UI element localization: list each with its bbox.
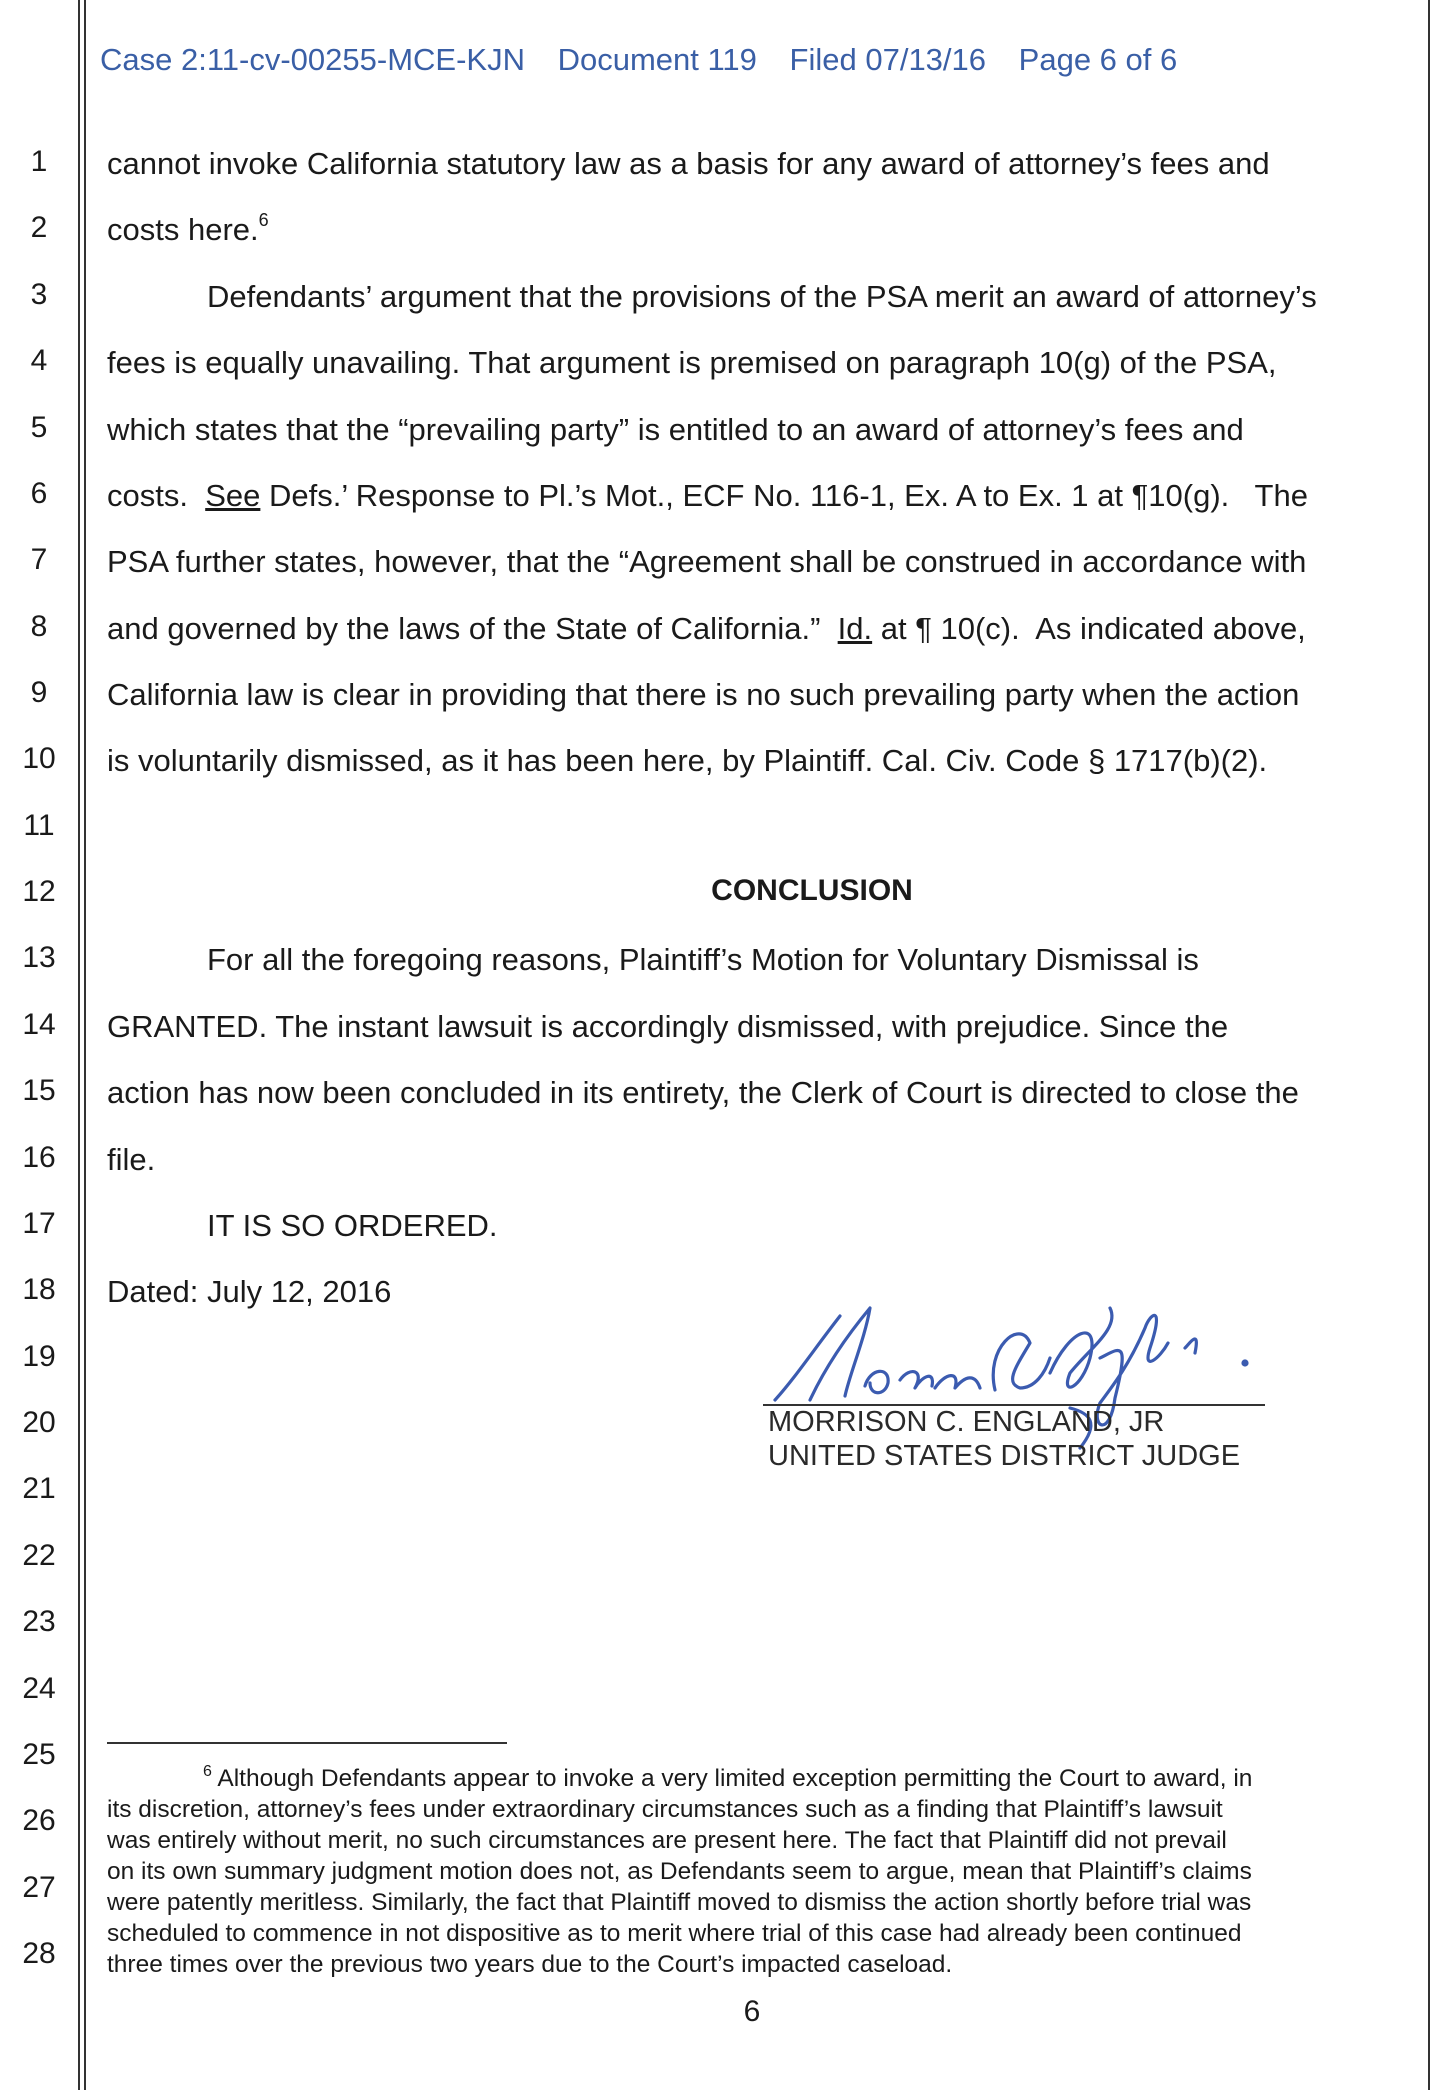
body-line-8-b: at ¶ 10(c). As indicated above, — [872, 611, 1306, 646]
line-number: 3 — [30, 278, 48, 311]
body-line-10: is voluntarily dismissed, as it has been here, by Plaintiff. Cal. Civ. Code § 1717(b)(2). — [107, 743, 1268, 778]
line-number: 4 — [30, 344, 48, 377]
body-line-16: file. — [107, 1142, 156, 1177]
body-line-15: action has now been concluded in its entirety, the Clerk of Court is directed to close the — [107, 1075, 1299, 1110]
footnote-line-4: on its own summary judgment motion does not, as Defendants seem to argue, mean that Plaintiff’s claims — [107, 1858, 1252, 1885]
line-number: 25 — [22, 1738, 56, 1771]
case-number: Case 2:11-cv-00255-MCE-KJN — [100, 42, 525, 77]
line-number: 18 — [22, 1273, 56, 1306]
footnote-line-3: was entirely without merit, no such circumstances are present here. The fact that Plaintiff did not prevail — [107, 1827, 1227, 1854]
line-number: 28 — [22, 1937, 56, 1970]
footnote-line-1-text: Although Defendants appear to invoke a very limited exception permitting the Court to award, in — [217, 1765, 1253, 1792]
line-number: 5 — [30, 411, 48, 444]
line-number: 10 — [22, 742, 56, 775]
body-line-14: GRANTED. The instant lawsuit is accordingly dismissed, with prejudice. Since the — [107, 1009, 1229, 1044]
body-line-4: fees is equally unavailing. That argument is premised on paragraph 10(g) of the PSA, — [107, 345, 1277, 380]
footnote-line-2: its discretion, attorney’s fees under extraordinary circumstances such as a finding that Plaintiff’s lawsuit — [107, 1796, 1223, 1823]
line-number: 21 — [22, 1472, 56, 1505]
line-number: 2 — [30, 211, 48, 244]
body-line-6-b: Defs.’ Response to Pl.’s Mot., ECF No. 116-1, Ex. A to Ex. 1 at ¶10(g). The — [260, 478, 1308, 513]
line-number: 15 — [22, 1074, 56, 1107]
footnote-line-6: scheduled to commence in not dispositive as to merit where trial of this case had already been continued — [107, 1920, 1242, 1947]
line-number: 23 — [22, 1605, 56, 1638]
line-number: 1 — [30, 145, 48, 178]
footnote-separator — [107, 1742, 507, 1744]
judge-title: UNITED STATES DISTRICT JUDGE — [768, 1440, 1241, 1472]
body-line-7: PSA further states, however, that the “Agreement shall be construed in accordance with — [107, 544, 1307, 579]
footnote-line-7: three times over the previous two years due to the Court’s impacted caseload. — [107, 1951, 953, 1978]
line-number: 7 — [30, 543, 48, 576]
line-number: 14 — [22, 1008, 56, 1041]
page-number: 6 — [743, 1995, 761, 2028]
line-number: 12 — [22, 875, 56, 908]
judge-name: MORRISON C. ENGLAND, JR — [768, 1406, 1165, 1438]
right-margin-rule — [1428, 0, 1430, 2090]
body-line-2-text: costs here. — [107, 212, 259, 247]
filed-date: Filed 07/13/16 — [789, 42, 987, 77]
line-number: 17 — [22, 1207, 56, 1240]
footnote-line-1 — [107, 1763, 1417, 1797]
line-number: 22 — [22, 1539, 56, 1572]
body-line-5: which states that the “prevailing party” is entitled to an award of attorney’s fees and — [107, 412, 1244, 447]
line-number: 26 — [22, 1804, 56, 1837]
body-line-1: cannot invoke California statutory law as a basis for any award of attorney’s fees and — [107, 146, 1270, 181]
left-margin-rule-inner — [84, 0, 86, 2090]
citation-signal-see: See — [205, 478, 261, 513]
line-number: 16 — [22, 1141, 56, 1174]
line-number: 11 — [23, 809, 55, 842]
line-number: 20 — [22, 1406, 56, 1439]
footnote-marker: 6 — [203, 1763, 212, 1780]
body-line-6-a: costs. — [107, 478, 206, 513]
body-line-13: For all the foregoing reasons, Plaintiff’s Motion for Voluntary Dismissal is — [207, 942, 1199, 977]
body-line-9: California law is clear in providing that there is no such prevailing party when the action — [107, 677, 1300, 712]
citation-id: Id. — [837, 611, 873, 646]
page-indicator: Page 6 of 6 — [1018, 42, 1178, 77]
line-number: 27 — [22, 1871, 56, 1904]
line-number: 24 — [22, 1672, 56, 1705]
so-ordered: IT IS SO ORDERED. — [207, 1208, 498, 1243]
filing-header — [100, 42, 1201, 78]
body-line-8-a: and governed by the laws of the State of California.” — [107, 611, 838, 646]
body-line-2 — [107, 212, 269, 248]
body-line-6 — [107, 478, 1308, 514]
line-number: 19 — [22, 1340, 56, 1373]
body-line-8 — [107, 611, 1306, 647]
footnote-line-5: were patently meritless. Similarly, the fact that Plaintiff moved to dismiss the action shortly before trial was — [107, 1889, 1252, 1916]
line-number: 9 — [30, 676, 48, 709]
body-line-3: Defendants’ argument that the provisions of the PSA merit an award of attorney’s — [207, 279, 1317, 314]
line-number: 8 — [30, 610, 48, 643]
conclusion-heading: CONCLUSION — [711, 874, 913, 907]
document-number: Document 119 — [557, 42, 757, 77]
line-number: 6 — [30, 477, 48, 510]
footnote-reference: 6 — [258, 210, 269, 230]
dated-line: Dated: July 12, 2016 — [107, 1274, 392, 1309]
line-number: 13 — [22, 941, 56, 974]
left-margin-rule — [78, 0, 80, 2090]
